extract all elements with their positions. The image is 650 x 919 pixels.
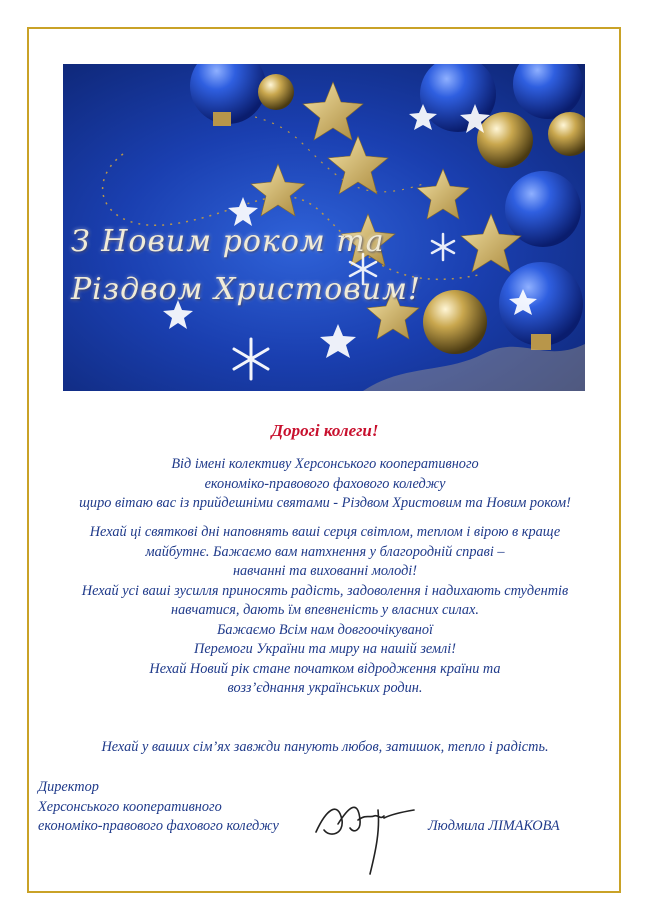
- signature-title-line: Директор: [38, 779, 99, 795]
- wishes-line: майбутнє. Бажаємо вам натхнення у благородній справі –: [145, 543, 505, 560]
- greeting-heading: Дорогі колеги!: [271, 421, 379, 440]
- wishes-line: Перемоги України та миру на нашій землі!: [194, 641, 456, 657]
- handwritten-signature: [308, 790, 418, 880]
- wishes-line: навчанні та вихованні молоді!: [232, 563, 418, 579]
- intro-line: щиро вітаю вас із прийдешніми святами - Різдвом Христовим та Новим роком!: [79, 495, 571, 511]
- signature-title: [38, 778, 279, 837]
- closing-line: Нехай у ваших сім’ях завжди панують любов, затишок, тепло і радість.: [101, 739, 549, 755]
- signature-title-line: Херсонського кооперативного: [38, 798, 222, 815]
- signature-name: Людмила ЛІМАКОВА: [428, 818, 560, 834]
- wishes-line: Нехай усі ваші зусилля приносять радість, задоволення і надихають студентів: [81, 582, 569, 599]
- wishes-line: Бажаємо Всім нам довгоочікуваної: [217, 621, 433, 638]
- wishes-line: Нехай Новий рік стане початком відродження країни та: [149, 660, 501, 677]
- wishes-paragraph: [40, 523, 610, 699]
- banner-title-line2: Різдвом Христовим!: [71, 272, 421, 307]
- wishes-line: навчатися, дають їм впевненість у власних силах.: [171, 602, 479, 618]
- wishes-line: возз’єднання українських родин.: [227, 680, 423, 696]
- holiday-banner-image: [63, 64, 585, 391]
- intro-line: економіко-правового фахового коледжу: [204, 475, 446, 492]
- wishes-line: Нехай ці святкові дні наповнять ваші серця світлом, теплом і вірою в краще: [89, 524, 561, 540]
- intro-paragraph: [40, 455, 610, 514]
- banner-title-line1: З Новим роком та: [71, 224, 385, 259]
- intro-line: Від імені колективу Херсонського кооперативного: [171, 456, 479, 472]
- signature-title-line: економіко-правового фахового коледжу: [38, 818, 279, 834]
